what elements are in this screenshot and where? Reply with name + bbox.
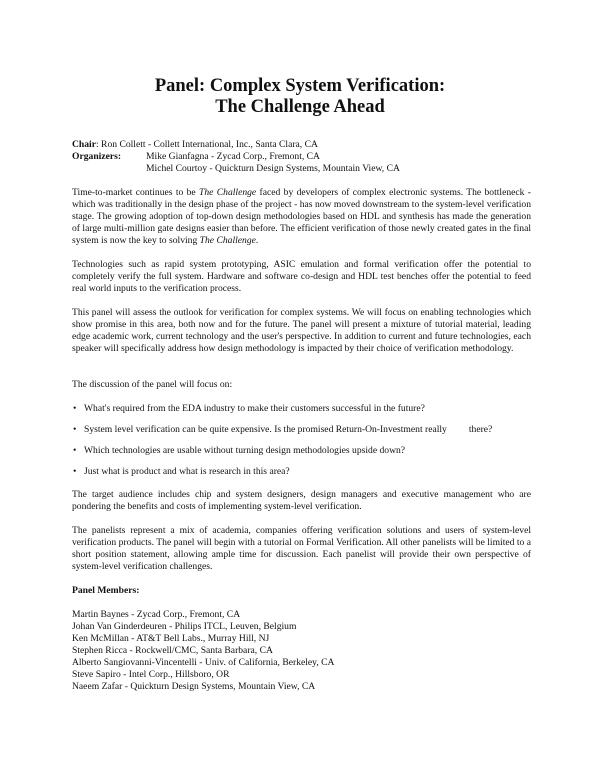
chair-text: : Ron Collett - Collett International, Inc., Santa Clara, CA: [95, 139, 318, 150]
bullet-text: Just what is product and what is research in this area?: [84, 466, 290, 477]
chair-line: [72, 139, 318, 151]
paragraph-intro: [72, 187, 531, 247]
bullet-icon: •: [73, 466, 77, 477]
bullet-icon: •: [73, 403, 77, 414]
title-line-1: Panel: Complex System Verification:: [154, 76, 446, 96]
paragraph-panelists: The panelists represent a mix of academia, companies offering verification solutions and users of system-level verification products. The panel will begin with a tutorial on Formal Verification. All other panelists will be limited to a short position statement, allowing ample time for discussion. Each panelist will provide their own perspective of system-level verification challenges.: [72, 525, 531, 572]
panel-members-heading: Panel Members:: [72, 585, 140, 596]
list-item: Stephen Ricca - Rockwell/CMC, Santa Barbara, CA: [72, 645, 273, 656]
paragraph-audience: The target audience includes chip and system designers, design managers and executive management who are pondering the benefits and costs of implementing system-level verification.: [72, 489, 531, 512]
paragraph-intro-emphasis-2: The Challenge: [199, 235, 256, 246]
organizers-label: Organizers:: [72, 151, 122, 162]
paragraph-technologies: Technologies such as rapid system prototyping, ASIC emulation and formal verification offer the potential to completely verify the full system. Hardware and software co-design and HDL test benches offer the potential to feed real world inputs to the verification process.: [72, 259, 531, 294]
chair-label: Chair: [72, 139, 96, 150]
bullet-text: [84, 424, 492, 436]
organizers-line-2: [72, 163, 400, 175]
title-line-2: The Challenge Ahead: [215, 97, 385, 117]
paragraph-intro-text-c: .: [255, 235, 259, 246]
list-item: Johan Van Ginderdeuren - Philips ITCL, Leuven, Belgium: [72, 621, 297, 632]
list-item: Alberto Sangiovanni-Vincentelli - Univ. of California, Berkeley, CA: [72, 657, 335, 668]
list-item: Ken McMillan - AT&T Bell Labs., Murray Hill, NJ: [72, 633, 270, 644]
paragraph-intro-emphasis-1: The Challenge: [199, 187, 257, 198]
organizer-2: Michel Courtoy - Quickturn Design Systems, Mountain View, CA: [146, 163, 400, 174]
bullet-text: Which technologies are usable without turning design methodologies upside down?: [84, 445, 406, 456]
list-item: Naeem Zafar - Quickturn Design Systems, Mountain View, CA: [72, 681, 316, 692]
paragraph-intro-text-a: Time-to-market continues to be: [72, 187, 200, 198]
paragraph-intro-text-b: faced by developers of complex electronic systems. The bottleneck - which was traditionally in the design phase of the project - has now moved downstream to the system-level verification stage. The growing adoption of top-down design methodologies based on HDL and synthesis has made the generation of large multi-million gate designs easier than before. The efficient verification of those newly created gates in the final system is now the key to solving: [72, 187, 531, 246]
paragraph-discussion-intro: The discussion of the panel will focus on:: [72, 379, 233, 390]
bullet-text-part-a: System level verification can be quite expensive. Is the promised Return-On-Investment really: [84, 424, 447, 435]
organizer-1: Mike Gianfagna - Zycad Corp., Fremont, CA: [146, 151, 320, 162]
organizers-line-1: [72, 151, 320, 163]
list-item: Martin Baynes - Zycad Corp., Fremont, CA: [72, 609, 241, 620]
bullet-icon: •: [73, 445, 77, 456]
list-item: Steve Sapiro - Intel Corp., Hillsboro, OR: [72, 669, 230, 680]
bullet-text: What's required from the EDA industry to make their customers successful in the future?: [84, 403, 425, 414]
bullet-icon: •: [73, 424, 77, 435]
page-title: [0, 76, 600, 118]
bullet-text-part-b: there?: [468, 424, 493, 435]
paragraph-outlook: This panel will assess the outlook for verification for complex systems. We will focus on enabling technologies which show promise in this area, both now and for the future. The panel will present a mixture of tutorial material, leading edge academic work, current technology and the user's perspective. In addition to current and future technologies, each speaker will specifically address how design methodology is impacted by their choice of verification methodology.: [72, 307, 531, 354]
